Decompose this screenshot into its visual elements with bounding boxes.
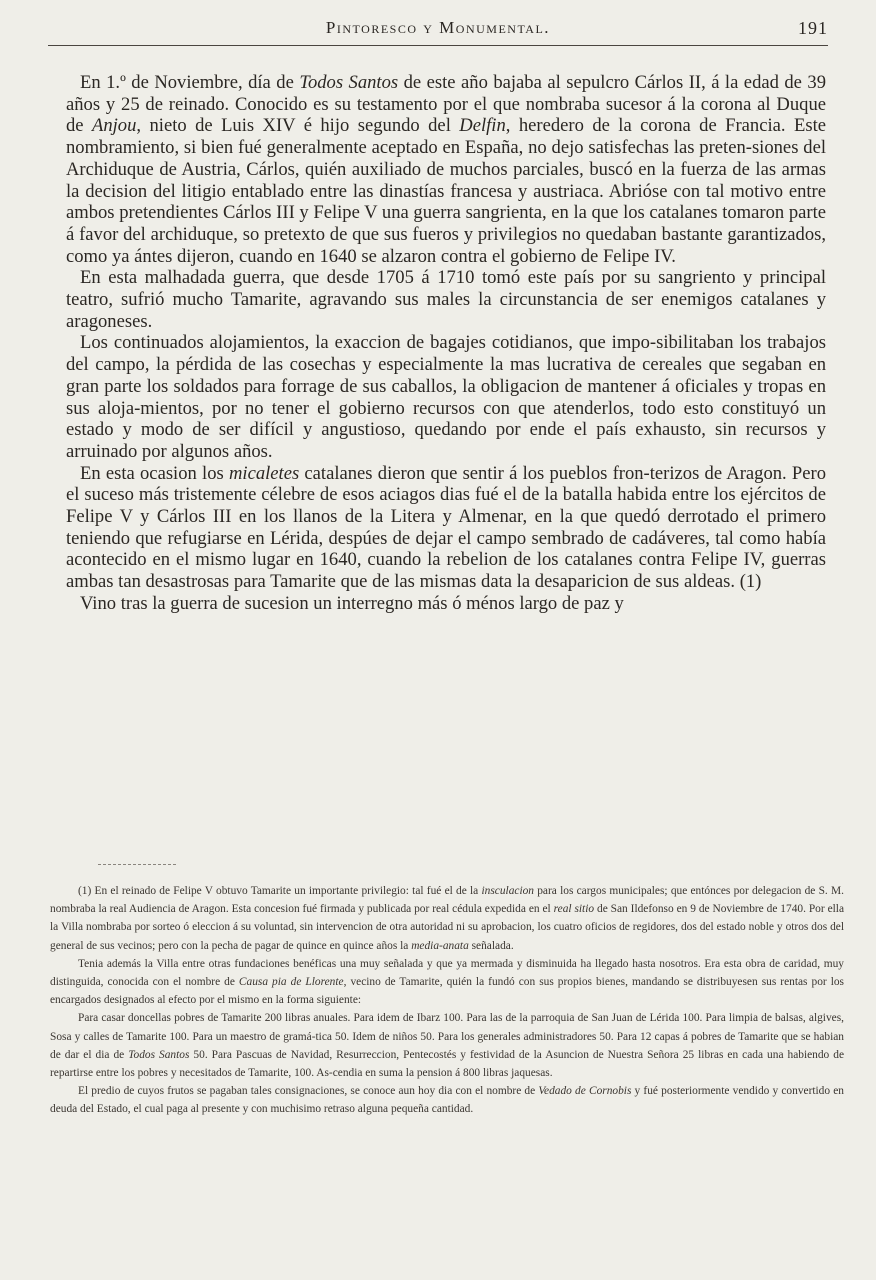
italic-run: media-anata <box>411 939 469 952</box>
footnote-separator <box>98 864 176 865</box>
header-rule <box>48 45 828 46</box>
page-number: 191 <box>798 18 828 38</box>
footnotes <box>50 882 844 1119</box>
italic-run: Causa pia de Llorente <box>238 976 344 989</box>
text-run: Tenia además la Villa entre otras fundaciones benéficas una muy señalada y que ya mermada y disminuida ha llegado hasta nosotros. Era esta obra de caridad, muy distinguida, conocida con el nombre de <box>50 957 844 989</box>
italic-run: insculacion <box>481 885 534 897</box>
text-run: de San Ildefonso en 9 de Noviembre de 1740. Por ella la Villa nombraba por sorteo ó eleccion á su voluntad, sin intervencion de otra autoridad ni su aprobacion, los cuatro oficios de regidores, dos del estado noble y otros dos del general de sus vecinos; pero con la pecha de pagar de quince en quince años la <box>50 903 845 952</box>
text-run: Para casar doncellas pobres de Tamarite 200 libras anuales. Para idem de Ibarz 100. Para las de la parroquia de San Juan de Lérida 100. Para limpia de balsas, algives, Sosa y calles de Tamarite 100. Para un maestro de gramá-tica 50. Idem de niños 50. Para los generales administradores 50. Para 12 capas á pobres de Tamarite que se habian de dar el dia de <box>50 1012 844 1061</box>
running-title: Pintoresco y Monumental. <box>325 18 551 37</box>
text-run: En 1.º de Noviembre, día de <box>80 72 300 93</box>
italic-run: Todos Santos <box>128 1048 190 1061</box>
text-run: El predio de cuyos frutos se pagaban tales consignaciones, se conoce aun hoy dia con el nombre de <box>78 1085 539 1098</box>
italic-run: Vedado de Cornobis <box>538 1085 632 1098</box>
text-run: para los cargos municipales; que entónces por delegacion de S. M. nombraba la real Audiencia de Aragon. Esta concesion fué firmada y publicada por real cédula expedida en el <box>50 885 844 916</box>
text-run: catalanes dieron que sentir á los pueblos fron-terizos de Aragon. Pero el suceso más tristemente célebre de esos aciagos dias fué el de la batalla habida entre los ejércitos de Felipe V y Cárlos III en los llanos de la Litera y Almenar, en la que quedó derrotado el primero teniendo que refugiarse en Lérida, despúes de dejar el campo sembrado de cadáveres, tal como había acontecido en el mismo lugar en 1640, cuando la rebelion de los catalanes contra Felipe IV, guerras ambas tan desastrosas para Tamarite que de las mismas data la desaparicion de sus aldeas. (1) <box>66 462 826 593</box>
main-text <box>66 72 826 615</box>
italic-run: micaletes <box>228 462 300 484</box>
text-run: y fué posteriormente vendido y convertido en deuda del Estado, el cual paga al presente y con muchisimo retraso alguna pequeña cantidad. <box>50 1085 844 1116</box>
text-run: , vecino de Tamarite, quién la fundó con sus propios bienes, mandando se distribuyesen sus rentas por los encargados designados al efecto por el mismo en la forma siguiente: <box>50 976 844 1007</box>
text-run: señalada. <box>468 939 514 952</box>
footnote-paragraph <box>50 882 844 955</box>
footnote-paragraph <box>50 1082 844 1118</box>
main-paragraph <box>66 463 826 593</box>
footnote-paragraph <box>50 955 844 1010</box>
text-run: (1) En el reinado de Felipe V obtuvo Tamarite un importante privilegio: tal fué el de la <box>78 885 482 897</box>
text-run: En esta malhadada guerra, que desde 1705 á 1710 tomó este país por su sangriento y principal teatro, sufrió mucho Tamarite, agravando sus males la circunstancia de ser enemigos catalanes y aragoneses. <box>66 267 826 332</box>
running-head <box>48 16 828 44</box>
main-paragraph <box>66 332 826 462</box>
main-paragraph <box>66 72 826 267</box>
text-run: Vino tras la guerra de sucesion un interregno más ó ménos largo de paz y <box>80 592 624 614</box>
text-run: , nieto de Luis XIV é hijo segundo del <box>136 115 460 137</box>
text-run: de este año bajaba al sepulcro Cárlos II, á la edad de 39 años y 25 de reinado. Conocido es su testamento por el que nombraba sucesor á la corona al Duque de <box>66 72 826 137</box>
italic-run: Anjou <box>91 115 137 137</box>
main-paragraph <box>66 267 826 332</box>
main-paragraph <box>66 593 826 615</box>
text-run: , heredero de la corona de Francia. Este nombramiento, si bien fué generalmente aceptado en España, no dejo satisfechas las preten-siones del Archiduque de Austria, Cárlos, quién auxiliado de muchos parciales, buscó en la fuerza de las armas la decision del litigio entablado entre las dinastías francesa y austriaca. Abrióse con tal motivo entre ambos pretendientes Cárlos III y Felipe V una guerra sangrienta, en la que los catalanes tomaron parte á favor del archiduque, so pretexto de que sus fueros y privilegios no quedaban bastante garantizados, como ya ántes dijeron, cuando en 1640 se alzaron contra el gobierno de Felipe IV. <box>66 115 826 267</box>
footnote-paragraph <box>50 1009 844 1082</box>
text-run: 50. Para Pascuas de Navidad, Resurreccion, Pentecostés y festividad de la Asuncion de Nuestra Señora 25 libras en cada una habiendo de repartirse entre los pobres y necesitados de Tamarite, 100. As-cendia en suma la pension á 800 libras jaquesas. <box>50 1048 845 1080</box>
italic-run: real sitio <box>553 903 595 916</box>
italic-run: Delfin <box>459 115 506 137</box>
text-run: En esta ocasion los <box>80 462 229 484</box>
text-run: Los continuados alojamientos, la exaccion de bagajes cotidianos, que impo-sibilitaban los trabajos del campo, la pérdida de las cosechas y especialmente la mas lucrativa de cereales que segaban en gran parte los soldados para forrage de sus caballos, la obligacion de mantener á oficiales y tropas en sus aloja-mientos, por no tener el gobierno recursos con que atenderlos, todo esto constituyó un estado y modo de ser difícil y angustioso, quedando por ende el país exhausto, sin recursos y arruinado por algunos años. <box>66 332 826 462</box>
italic-run: Todos Santos <box>299 72 399 93</box>
